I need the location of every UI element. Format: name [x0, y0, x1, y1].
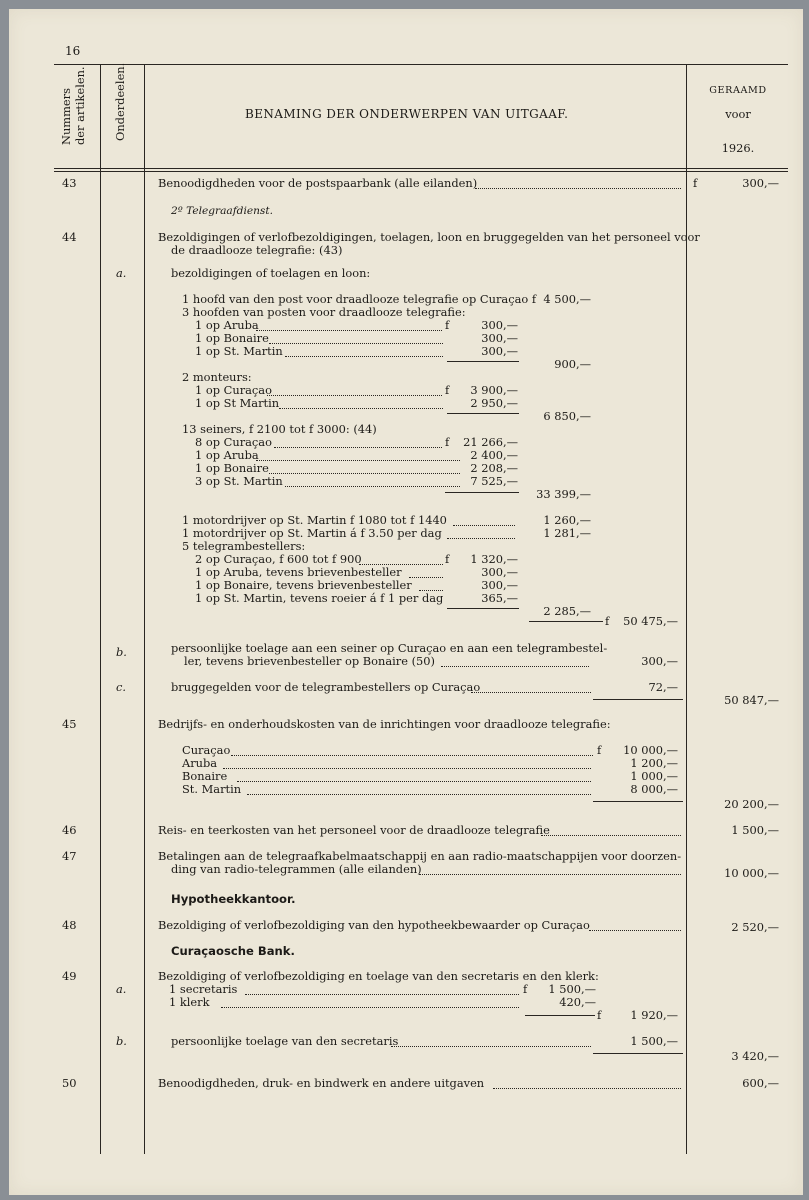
header-col-numbers: Nummers der artikelen. — [59, 66, 87, 145]
leader-dots — [274, 446, 442, 448]
row-45-stmartin: St. Martin — [182, 782, 242, 796]
hoofden-bonaire: 1 op Bonaire — [195, 331, 269, 345]
subtotal-rule — [593, 1053, 683, 1054]
monteurs-stmartin: 1 op St Martin — [195, 396, 280, 410]
bestellers-aruba-amount: 300,— — [481, 565, 518, 579]
section-heading-bank: Curaçaosche Bank. — [171, 944, 295, 958]
section-heading-telegraaf: 2º Telegraafdienst. — [171, 205, 273, 217]
leader-dots — [471, 691, 591, 693]
seiners-aruba: 1 op Aruba — [195, 448, 259, 462]
seiners-bonaire: 1 op Bonaire — [195, 461, 269, 475]
hoofden-aruba: 1 op Aruba — [195, 318, 259, 332]
bestellers-bonaire-amount: 300,— — [481, 578, 518, 592]
hoofd-line: 1 hoofd van den post voor draadlooze telegrafie op Curaçao f — [182, 292, 537, 306]
row-49a-sum: 1 920,— — [630, 1008, 678, 1022]
currency-sign: f — [597, 743, 602, 757]
motordrijver-2: 1 motordrijver op St. Martin á f 3.50 per dag — [182, 526, 442, 540]
row-46-total: 1 500,— — [731, 823, 779, 837]
subtotal-rule — [525, 1015, 595, 1016]
hoofden-stmartin-amount: 300,— — [481, 344, 518, 358]
seiners-bonaire-amount: 2 208,— — [470, 461, 518, 475]
row-44-text-2: de draadlooze telegrafie: (43) — [171, 243, 343, 257]
row-44-text-1: Bezoldigingen of verlofbezoldigingen, toelagen, loon en bruggegelden van het personeel voor — [158, 230, 700, 244]
article-number: 50 — [62, 1076, 77, 1090]
leader-dots — [419, 873, 681, 875]
header-col-estimate-1: GERAAMD — [709, 85, 767, 96]
leader-dots — [256, 459, 460, 461]
row-49-text: Bezoldiging of verlofbezoldiging en toelage van den secretaris en den klerk: — [158, 969, 599, 983]
column-divider-1 — [100, 64, 101, 1154]
bestellers-curacao-amount: 1 320,— — [470, 552, 518, 566]
leader-dots — [285, 485, 460, 487]
row-44b-text-2: ler, tevens brievenbesteller op Bonaire (50) — [184, 654, 435, 668]
currency-sign: f — [597, 1008, 602, 1022]
header-top-rule — [54, 64, 788, 65]
article-number: 45 — [62, 717, 77, 731]
leader-dots — [453, 524, 515, 526]
motordrijver-2-amount: 1 281,— — [543, 526, 591, 540]
currency-sign: f — [445, 435, 450, 449]
row-45-curacao: Curaçao — [182, 743, 231, 757]
leader-dots — [267, 394, 442, 396]
article-number: 46 — [62, 823, 77, 837]
row-43-total: 300,— — [742, 176, 779, 190]
header-col-estimate-2: voor — [725, 107, 751, 121]
currency-sign: f — [693, 176, 698, 190]
document-page — [9, 9, 803, 1195]
row-49-secretaris-amount: 1 500,— — [548, 982, 596, 996]
row-45-aruba-amount: 1 200,— — [630, 756, 678, 770]
bestellers-stmartin-amount: 365,— — [481, 591, 518, 605]
row-50-text: Benoodigdheden, druk- en bindwerk en andere uitgaven — [158, 1076, 485, 1090]
bestellers-stmartin: 1 op St. Martin, tevens roeier á f 1 per dag — [195, 591, 444, 605]
row-47-total: 10 000,— — [724, 866, 779, 880]
article-number: 48 — [62, 918, 77, 932]
leader-dots — [285, 355, 443, 357]
row-48-total: 2 520,— — [731, 920, 779, 934]
leader-dots — [409, 576, 443, 578]
article-number: 43 — [62, 176, 77, 190]
leader-dots — [247, 793, 591, 795]
hoofden-sum: 900,— — [554, 357, 591, 371]
header-col-subject: BENAMING DER ONDERWERPEN VAN UITGAAF. — [245, 107, 569, 121]
article-number: 49 — [62, 969, 77, 983]
subtotal-rule — [593, 699, 683, 700]
row-47-text-1: Betalingen aan de telegraafkabelmaatschappij en aan radio-maatschappijen voor doorzen- — [158, 849, 682, 863]
seiners-aruba-amount: 2 400,— — [470, 448, 518, 462]
row-44a-text: bezoldigingen of toelagen en loon: — [171, 266, 371, 280]
leader-dots — [391, 1045, 591, 1047]
seiners-line: 13 seiners, f 2100 tot f 3000: (44) — [182, 422, 377, 436]
row-49-total: 3 420,— — [731, 1049, 779, 1063]
currency-sign: f — [445, 383, 450, 397]
leader-dots — [223, 767, 591, 769]
hoofden-line: 3 hoofden van posten voor draadlooze telegrafie: — [182, 305, 466, 319]
seiners-sum: 33 399,— — [536, 487, 591, 501]
motordrijver-1-amount: 1 260,— — [543, 513, 591, 527]
subtotal-rule — [593, 801, 683, 802]
monteurs-stmartin-amount: 2 950,— — [470, 396, 518, 410]
leader-dots — [475, 187, 681, 189]
row-45-stmartin-amount: 8 000,— — [630, 782, 678, 796]
row-49-klerk-amount: 420,— — [559, 995, 596, 1009]
header-col-estimate-3: 1926. — [721, 141, 755, 155]
row-44b-amount: 300,— — [641, 654, 678, 668]
column-divider-2 — [144, 64, 145, 1154]
seiners-stmartin-amount: 7 525,— — [470, 474, 518, 488]
row-45-curacao-amount: 10 000,— — [623, 743, 678, 757]
leader-dots — [269, 342, 443, 344]
leader-dots — [589, 929, 681, 931]
currency-sign: f — [445, 552, 450, 566]
page-number: 16 — [65, 44, 81, 58]
hoofden-aruba-amount: 300,— — [481, 318, 518, 332]
row-45-aruba: Aruba — [182, 756, 218, 770]
sub-letter-a: a. — [116, 982, 127, 996]
header-col-parts: Onderdeelen. — [113, 62, 127, 141]
seiners-curacao-amount: 21 266,— — [463, 435, 518, 449]
row-49b-text: persoonlijke toelage van den secretaris — [171, 1034, 399, 1048]
row-43-text: Benoodigdheden voor de postspaarbank (alle eilanden) — [158, 176, 478, 190]
row-48-text: Bezoldiging of verlofbezoldiging van den hypotheekbewaarder op Curaçao — [158, 918, 590, 932]
leader-dots — [256, 329, 442, 331]
row-45-total: 20 200,— — [724, 797, 779, 811]
column-divider-3 — [686, 64, 687, 1154]
leader-dots — [441, 665, 589, 667]
hoofden-stmartin: 1 op St. Martin — [195, 344, 283, 358]
currency-sign: f — [523, 982, 528, 996]
section-heading-hypotheek: Hypotheekkantoor. — [171, 892, 296, 906]
row-49b-amount: 1 500,— — [630, 1034, 678, 1048]
leader-dots — [231, 754, 593, 756]
header-bottom-rule-2 — [54, 171, 788, 172]
sub-letter-c: c. — [116, 680, 127, 694]
currency-sign: f — [445, 318, 450, 332]
subtotal-rule — [447, 608, 519, 609]
row-46-text: Reis- en teerkosten van het personeel voor de draadlooze telegrafie — [158, 823, 550, 837]
currency-sign: f — [605, 614, 610, 628]
monteurs-sum: 6 850,— — [543, 409, 591, 423]
sub-letter-a: a. — [116, 266, 127, 280]
bestellers-curacao: 2 op Curaçao, f 600 tot f 900 — [195, 552, 362, 566]
sub-letter-b: b. — [116, 1034, 127, 1048]
subtotal-rule — [447, 361, 519, 362]
hoofden-bonaire-amount: 300,— — [481, 331, 518, 345]
row-44c-amount: 72,— — [648, 680, 678, 694]
leader-dots — [541, 834, 681, 836]
motordrijver-1: 1 motordrijver op St. Martin f 1080 tot f 1440 — [182, 513, 447, 527]
bestellers-aruba: 1 op Aruba, tevens brievenbesteller — [195, 565, 402, 579]
header-bottom-rule — [54, 168, 788, 169]
hoofd-amount: 4 500,— — [543, 292, 591, 306]
subtotal-rule — [529, 621, 603, 622]
leader-dots — [245, 993, 519, 995]
monteurs-curacao: 1 op Curaçao — [195, 383, 272, 397]
leader-dots — [279, 407, 443, 409]
leader-dots — [269, 472, 460, 474]
row-49-klerk: 1 klerk — [169, 995, 210, 1009]
bestellers-bonaire: 1 op Bonaire, tevens brievenbesteller — [195, 578, 412, 592]
seiners-stmartin: 3 op St. Martin — [195, 474, 283, 488]
sub-letter-b: b. — [116, 645, 127, 659]
leader-dots — [493, 1087, 681, 1089]
row-47-text-2: ding van radio-telegrammen (alle eilanden) — [171, 862, 422, 876]
bestellers-line: 5 telegrambestellers: — [182, 539, 306, 553]
leader-dots — [447, 537, 515, 539]
row-50-total: 600,— — [742, 1076, 779, 1090]
row-49-secretaris: 1 secretaris — [169, 982, 238, 996]
article-number: 44 — [62, 230, 77, 244]
monteurs-line: 2 monteurs: — [182, 370, 252, 384]
row-44-total: 50 847,— — [724, 693, 779, 707]
subtotal-rule — [445, 492, 519, 493]
bestellers-sum: 2 285,— — [543, 604, 591, 618]
seiners-curacao: 8 op Curaçao — [195, 435, 272, 449]
row-45-text: Bedrijfs- en onderhoudskosten van de inrichtingen voor draadlooze telegrafie: — [158, 717, 611, 731]
row-45-bonaire-amount: 1 000,— — [630, 769, 678, 783]
leader-dots — [237, 780, 591, 782]
row-44b-text-1: persoonlijke toelage aan een seiner op Curaçao en aan een telegrambestel- — [171, 641, 608, 655]
row-44c-text: bruggegelden voor de telegrambestellers op Curaçao — [171, 680, 481, 694]
leader-dots — [221, 1006, 519, 1008]
row-44a-total: 50 475,— — [623, 614, 678, 628]
subtotal-rule — [447, 413, 519, 414]
row-45-bonaire: Bonaire — [182, 769, 228, 783]
monteurs-curacao-amount: 3 900,— — [470, 383, 518, 397]
article-number: 47 — [62, 849, 77, 863]
